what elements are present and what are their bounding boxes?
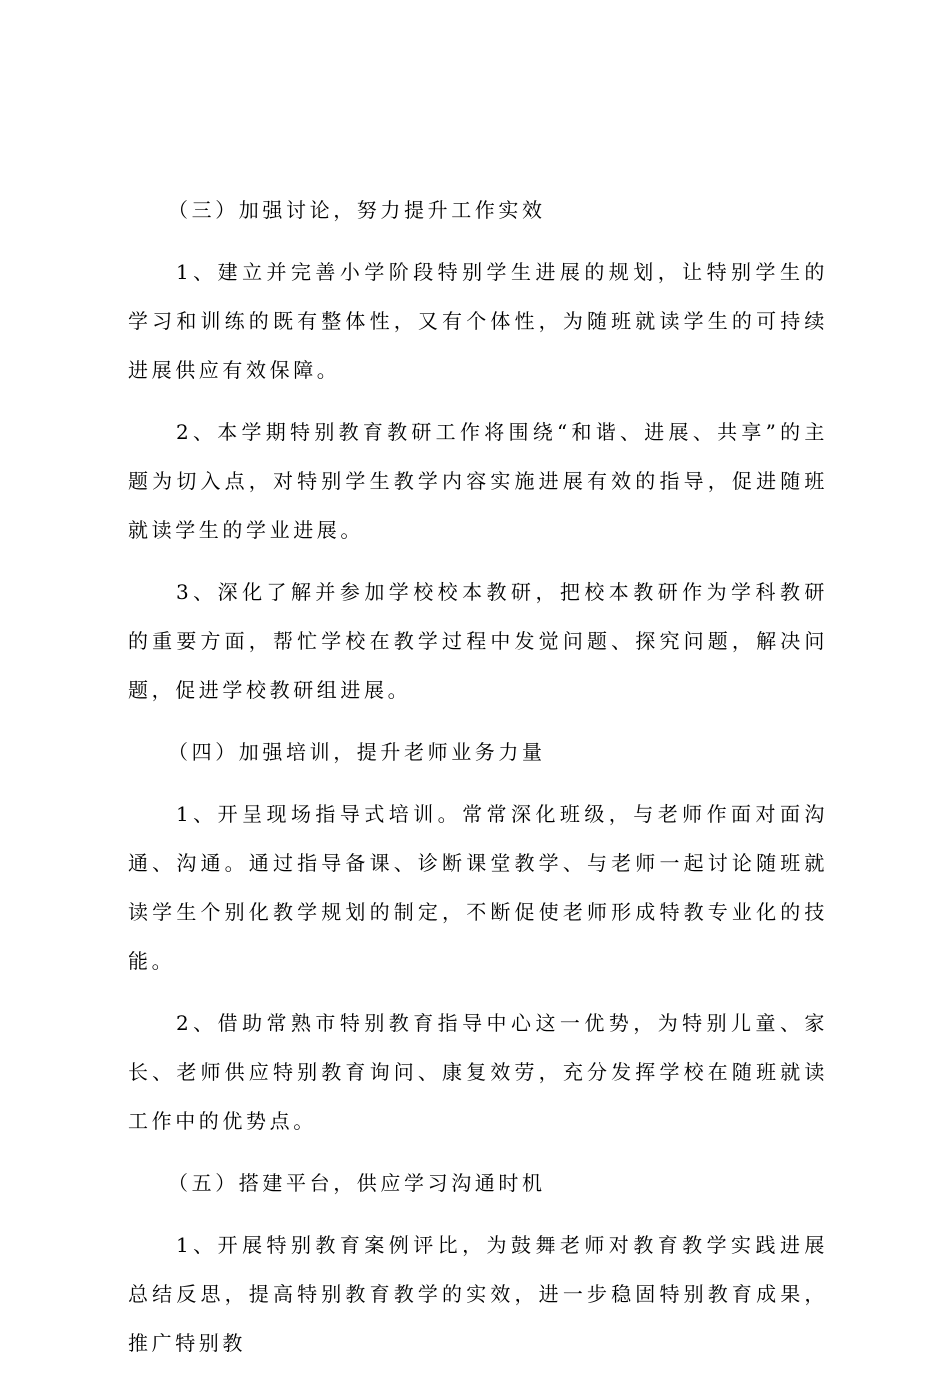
paragraph-3-1: 1、建立并完善小学阶段特别学生进展的规划，让特别学生的学习和训练的既有整体性，又有个体性，为随班就读学生的可持续进展供应有效保障。 <box>128 260 828 382</box>
document-body <box>128 186 828 1381</box>
section-heading-5: （五）搭建平台，供应学习沟通时机 <box>168 1171 546 1195</box>
section-heading-3: （三）加强讨论，努力提升工作实效 <box>168 198 546 222</box>
paragraph-4-2: 2、借助常熟市特别教育指导中心这一优势，为特别儿童、家长、老师供应特别教育询问、康复效劳，充分发挥学校在随班就读工作中的优势点。 <box>128 1011 828 1133</box>
paragraph-4-1: 1、开呈现场指导式培训。常常深化班级，与老师作面对面沟通、沟通。通过指导备课、诊断课堂教学、与老师一起讨论随班就读学生个别化教学规划的制定，不断促使老师形成特教专业化的技能。 <box>128 802 828 973</box>
paragraph-5-1: 1、开展特别教育案例评比，为鼓舞老师对教育教学实践进展总结反思，提高特别教育教学的实效，进一步稳固特别教育成果，推广特别教 <box>128 1233 828 1355</box>
paragraph-3-3: 3、深化了解并参加学校校本教研，把校本教研作为学科教研的重要方面，帮忙学校在教学过程中发觉问题、探究问题，解决问题，促进学校教研组进展。 <box>128 580 828 702</box>
section-heading-4: （四）加强培训，提升老师业务力量 <box>168 740 546 764</box>
paragraph-3-2: 2、本学期特别教育教研工作将围绕“和谐、进展、共享”的主题为切入点，对特别学生教学内容实施进展有效的指导，促进随班就读学生的学业进展。 <box>128 420 828 542</box>
